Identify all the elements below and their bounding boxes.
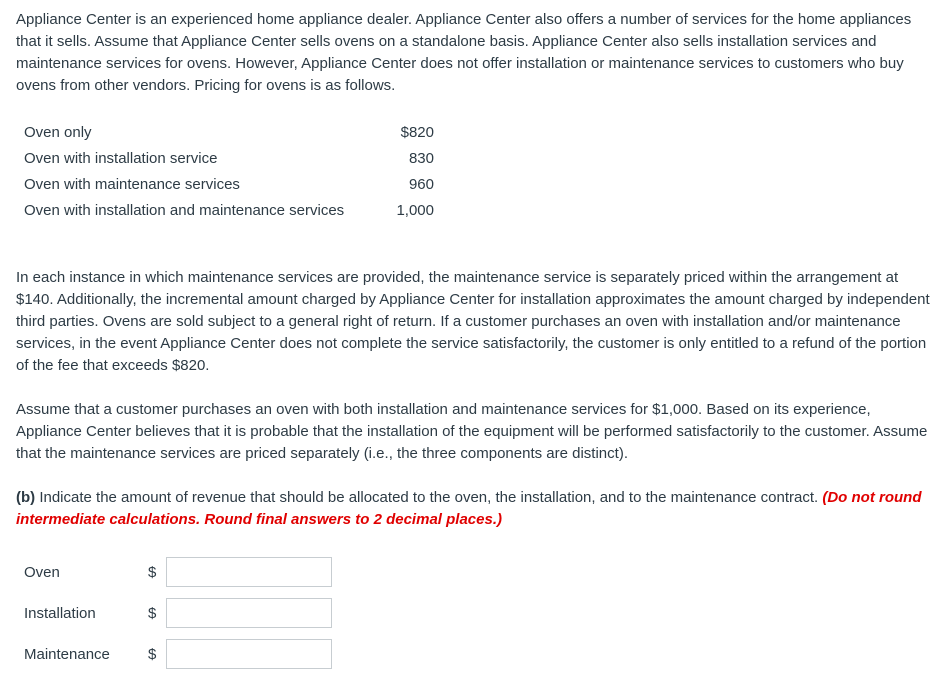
rounding-instruction: (Do not round intermediate calculations. Round final answers to 2 decimal places.) bbox=[16, 489, 922, 528]
intro-paragraph: Appliance Center is an experienced home appliance dealer. Appliance Center also offers a number of services for the home appliances that it sells. Assume that Appliance Center sells ovens on a standalone basis. Appliance Center also sells installation services and maintenance services for ovens. However, Appliance Center does not offer installation or maintenance services to customers who buy ovens from other vendors. Pricing for ovens is as follows. bbox=[16, 11, 912, 94]
price-label: Oven only bbox=[24, 124, 92, 141]
maintenance-amount-input[interactable] bbox=[166, 639, 332, 669]
question-part-label: (b) bbox=[16, 489, 36, 506]
installation-amount-input[interactable] bbox=[166, 598, 332, 628]
assumption-paragraph: Assume that a customer purchases an oven with both installation and maintenance services for $1,000. Based on its experience, Appliance Center believes that it is probable that the installation of the equipment will be performed satisfactorily to the customer. Assume that the maintenance services are priced separately (i.e., the three components are distinct). bbox=[16, 401, 928, 462]
currency-symbol: $ bbox=[148, 564, 157, 581]
pricing-table bbox=[24, 120, 434, 224]
price-label: Oven with installation service bbox=[24, 150, 218, 167]
price-amount: $820 bbox=[400, 124, 434, 141]
price-label: Oven with maintenance services bbox=[24, 176, 240, 193]
price-amount: 830 bbox=[408, 150, 434, 167]
answer-label: Oven bbox=[24, 564, 60, 581]
table-row bbox=[24, 146, 434, 172]
price-amount: 1,000 bbox=[396, 202, 434, 219]
question-text: Indicate the amount of revenue that should be allocated to the oven, the installation, and to the maintenance contract. bbox=[35, 489, 823, 506]
price-amount: 960 bbox=[408, 176, 434, 193]
currency-symbol: $ bbox=[148, 605, 157, 622]
table-row bbox=[24, 120, 434, 146]
answer-label: Maintenance bbox=[24, 646, 110, 663]
conditions-paragraph: In each instance in which maintenance services are provided, the maintenance service is separately priced within the arrangement at $140. Additionally, the incremental amount charged by Appliance Center for installation approximates the amount charged by independent third parties. Ovens are sold subject to a general right of return. If a customer purchases an oven with installation and/or maintenance services, in the event Appliance Center does not complete the service satisfactorily, the customer is only entitled to a refund of the portion of the fee that exceeds $820. bbox=[16, 269, 930, 374]
question-prompt bbox=[16, 487, 931, 531]
oven-amount-input[interactable] bbox=[166, 557, 332, 587]
price-label: Oven with installation and maintenance services bbox=[24, 202, 345, 219]
table-row bbox=[24, 172, 434, 198]
currency-symbol: $ bbox=[148, 646, 157, 663]
table-row bbox=[24, 198, 434, 224]
answer-label: Installation bbox=[24, 605, 96, 622]
